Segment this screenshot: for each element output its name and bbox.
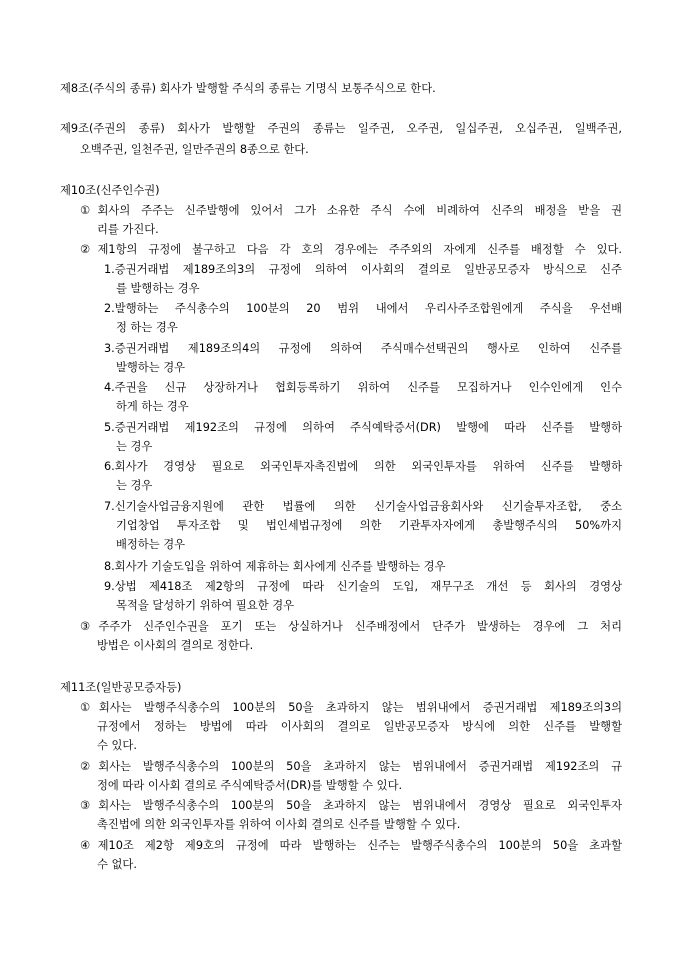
- article-10-item-6-line-2: 는 경우: [116, 479, 153, 492]
- article-8-line-1: 제8조(주식의 종류) 회사가 발행할 주식의 종류는 기명식 보통주식으로 한다.: [60, 82, 436, 95]
- article-10-item-9-line-1: 9.상법 제418조 제2항의 규정에 따라 신기술의 도입, 재무구조 개선 등 회사의 경영상: [104, 580, 622, 593]
- article-10-item-9-line-2: 목적을 달성하기 위하여 필요한 경우: [116, 599, 295, 612]
- article-9-line-1: 제9조(주권의 종류) 회사가 발행할 주권의 종류는 일주권, 오주권, 일십주권, 오십주권, 일백주권,: [60, 122, 622, 135]
- article-11-p2-line-2: 정에 따라 이사회 결의로 주식예탁증서(DR)를 발행할 수 있다.: [97, 779, 403, 792]
- article-11-p1-line-1: ①회사는 발행주식총수의 100분의 50을 초과하지 않는 범위내에서 증권거래법 제189조의3의: [80, 701, 622, 714]
- article-11-p3-line-2: 촉진법에 의한 외국인투자를 위하여 이사회 결의로 신주를 발행할 수 있다.: [97, 818, 461, 831]
- article-10-p1-line-1: ①회사의 주주는 신주발행에 있어서 그가 소유한 주식 수에 비례하여 신주의 배정을 받을 권: [80, 204, 622, 217]
- article-10-item-3-line-2: 발행하는 경우: [116, 361, 186, 374]
- article-10-item-7-line-3: 배정하는 경우: [116, 538, 186, 551]
- article-11-p1-line-2: 규정에서 정하는 방법에 따라 이사회의 결의로 일반공모증자 방식에 의한 신주를 발행할: [97, 720, 622, 733]
- article-11-p4-line-1: ④제10조 제2항 제9호의 규정에 따라 발행하는 신주는 발행주식총수의 100분의 50을 초과할: [80, 839, 622, 852]
- article-10-p3-line-2: 방법은 이사회의 결의로 정한다.: [97, 639, 254, 652]
- article-10-item-2-line-2: 정 하는 경우: [116, 321, 178, 334]
- article-10-item-5-line-2: 는 경우: [116, 440, 153, 453]
- article-10-item-4-line-1: 4.주권을 신규 상장하거나 협회등록하기 위하여 신주를 모집하거나 인수인에게 인수: [104, 381, 622, 394]
- article-11-p4-line-2: 수 없다.: [97, 858, 137, 871]
- article-10-p3-line-1: ③주주가 신주인수권을 포기 또는 상실하거나 신주배정에서 단주가 발생하는 경우에 그 처리: [80, 620, 622, 633]
- article-10-item-1-line-2: 를 발행하는 경우: [116, 282, 200, 295]
- article-11-p1-line-3: 수 있다.: [97, 739, 137, 752]
- article-10-item-2-line-1: 2.발행하는 주식총수의 100분의 20 범위 내에서 우리사주조합원에게 주식을 우선배: [104, 302, 622, 315]
- article-10-title: 제10조(신주인수권): [60, 184, 160, 197]
- article-10-item-5-line-1: 5.증권거래법 제192조의 규정에 의하여 주식예탁증서(DR) 발행에 따라 신주를 발행하: [104, 421, 622, 434]
- article-10-p2-line-1: ②제1항의 규정에 불구하고 다음 각 호의 경우에는 주주외의 자에게 신주를 배정할 수 있다.: [80, 243, 622, 256]
- article-10-item-6-line-1: 6.회사가 경영상 필요로 외국인투자촉진법에 의한 외국인투자를 위하여 신주를 발행하: [104, 460, 622, 473]
- article-10-item-3-line-1: 3.증권거래법 제189조의4의 규정에 의하여 주식매수선택권의 행사로 인하여 신주를: [104, 342, 622, 355]
- article-11-p3-line-1: ③회사는 발행주식총수의 100분의 50을 초과하지 않는 범위내에서 경영상 필요로 외국인투자: [80, 799, 622, 812]
- article-10-item-7-line-2: 기업창업 투자조합 및 법인세법규정에 의한 기관투자자에게 총발행주식의 50%까지: [116, 519, 622, 532]
- article-10-item-1-line-1: 1.증권거래법 제189조의3의 규정에 의하여 이사회의 결의로 일반공모증자 방식으로 신주: [104, 263, 622, 276]
- article-10-item-7-line-1: 7.신기술사업금융지원에 관한 법률에 의한 신기술사업금융회사와 신기술투자조합, 중소: [104, 500, 622, 513]
- article-9-line-2: 오백주권, 일천주권, 일만주권의 8종으로 한다.: [80, 143, 309, 156]
- article-11-title: 제11조(일반공모증자등): [60, 681, 182, 694]
- article-10-p1-line-2: 리를 가진다.: [97, 223, 159, 236]
- article-10-item-8-line-1: 8.회사가 기술도입을 위하여 제휴하는 회사에게 신주를 발행하는 경우: [104, 560, 446, 573]
- article-10-item-4-line-2: 하게 하는 경우: [116, 400, 189, 413]
- article-11-p2-line-1: ②회사는 발행주식총수의 100분의 50을 초과하지 않는 범위내에서 증권거래법 제192조의 규: [80, 760, 622, 773]
